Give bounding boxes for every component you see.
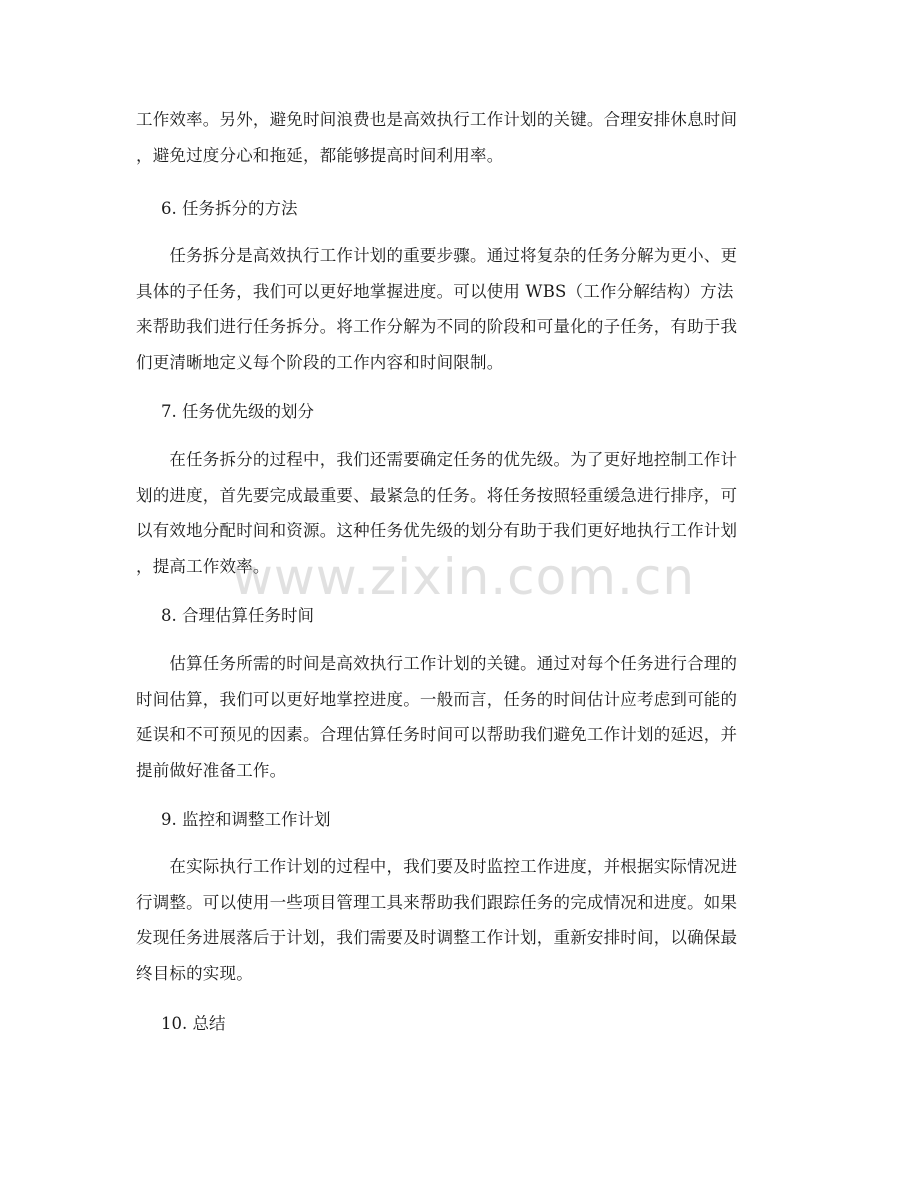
paragraph-line: 估算任务所需的时间是高效执行工作计划的关键。通过对每个任务进行合理的 <box>136 654 738 673</box>
section-heading-9: 9. 监控和调整工作计划 <box>161 810 331 829</box>
intro-line: ，避免过度分心和拖延，都能够提高时间利用率。 <box>136 145 504 165</box>
paragraph-line: ，提高工作效率。 <box>136 556 270 576</box>
paragraph-line: 具体的子任务，我们可以更好地掌握进度。可以使用 WBS（工作分解结构）方法 <box>136 281 734 301</box>
paragraph-line: 任务拆分是高效执行工作计划的重要步骤。通过将复杂的任务分解为更小、更 <box>136 246 738 265</box>
paragraph-line: 们更清晰地定义每个阶段的工作内容和时间限制。 <box>136 352 504 372</box>
watermark: www.zixin.com.cn <box>232 548 696 606</box>
section-7-paragraph <box>136 442 786 584</box>
paragraph-line: 以有效地分配时间和资源。这种任务优先级的划分有助于我们更好地执行工作计划 <box>136 521 738 540</box>
paragraph-line: 时间估算，我们可以更好地掌控进度。一般而言，任务的时间估计应考虑到可能的 <box>136 689 738 709</box>
intro-paragraph <box>136 102 786 173</box>
paragraph-line: 提前做好准备工作。 <box>136 760 287 780</box>
section-9-paragraph <box>136 849 786 991</box>
paragraph-line: 划的进度，首先要完成最重要、最紧急的任务。将任务按照轻重缓急进行排序，可 <box>136 485 738 505</box>
section-8-paragraph <box>136 646 786 788</box>
paragraph-line: 来帮助我们进行任务拆分。将工作分解为不同的阶段和可量化的子任务，有助于我 <box>136 317 738 336</box>
section-heading-8: 8. 合理估算任务时间 <box>161 606 314 625</box>
section-heading-10: 10. 总结 <box>161 1014 226 1033</box>
paragraph-line: 在任务拆分的过程中，我们还需要确定任务的优先级。为了更好地控制工作计 <box>136 450 738 469</box>
section-6-paragraph <box>136 238 786 380</box>
paragraph-line: 发现任务进展落后于计划，我们需要及时调整工作计划，重新安排时间，以确保最 <box>136 928 738 947</box>
paragraph-line: 终目标的实现。 <box>136 963 253 983</box>
intro-line: 工作效率。另外，避免时间浪费也是高效执行工作计划的关键。合理安排休息时间 <box>136 110 738 129</box>
paragraph-line: 延误和不可预见的因素。合理估算任务时间可以帮助我们避免工作计划的延迟，并 <box>136 725 738 744</box>
section-heading-6: 6. 任务拆分的方法 <box>161 199 298 218</box>
section-heading-7: 7. 任务优先级的划分 <box>161 402 314 421</box>
paragraph-line: 行调整。可以使用一些项目管理工具来帮助我们跟踪任务的完成情况和进度。如果 <box>136 892 738 912</box>
paragraph-line: 在实际执行工作计划的过程中，我们要及时监控工作进度，并根据实际情况进 <box>136 857 738 876</box>
